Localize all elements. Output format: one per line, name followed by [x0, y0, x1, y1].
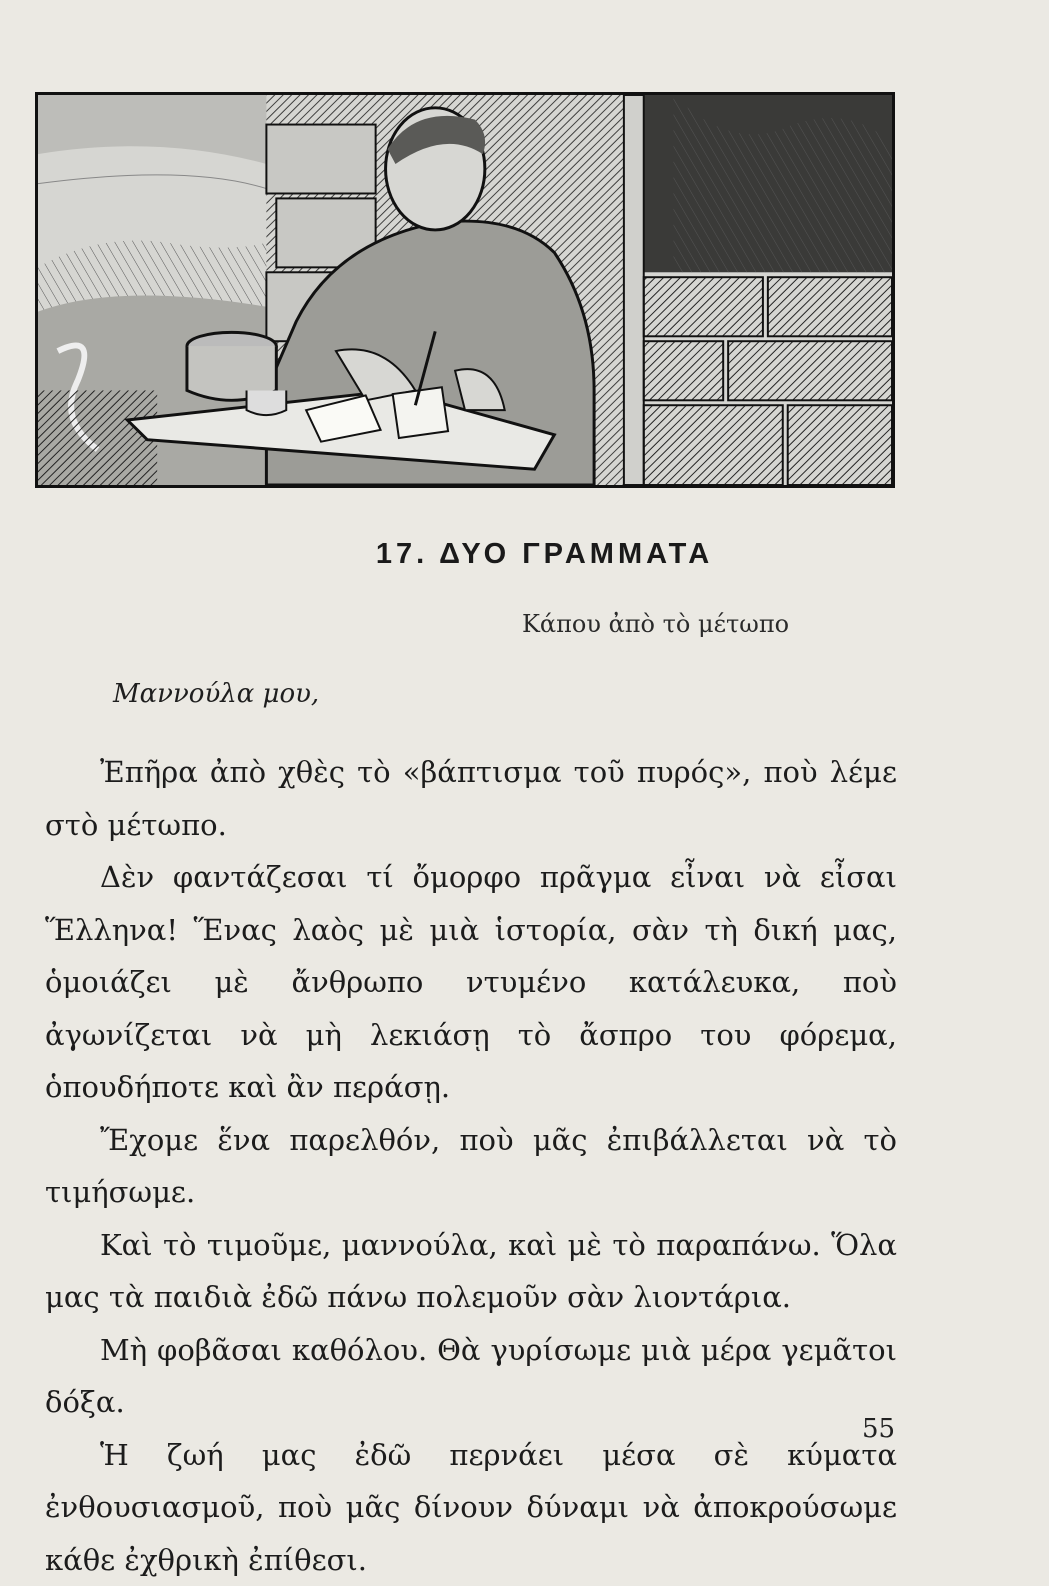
soldier-writing-letter-illustration — [35, 92, 895, 488]
paragraph: Καὶ τὸ τιμοῦμε, μαννούλα, καὶ μὲ τὸ παραπάνω. Ὅλα μας τὰ παιδιὰ ἐδῶ πάνω πολεμοῦν σὰν λιοντάρια. — [45, 1219, 897, 1324]
letter-location: Κάπου ἀπὸ τὸ μέτωπο — [522, 610, 789, 638]
paragraph: Ἡ ζωή μας ἐδῶ περνάει μέσα σὲ κύματα ἐνθουσιασμοῦ, ποὺ μᾶς δίνουν δύναμι νὰ ἀποκρούσωμε κάθε ἐχθρικὴ ἐπίθεσι. — [45, 1429, 897, 1586]
paragraph: Δὲν φαντάζεσαι τί ὄμορφο πρᾶγμα εἶναι νὰ εἶσαι Ἕλληνα! Ἕνας λαὸς μὲ μιὰ ἱστορία, σὰν τὴ δική μας, ὁμοιάζει μὲ ἄνθρωπο ντυμένο κατάλευκα, ποὺ ἀγωνίζεται νὰ μὴ λεκιάσῃ τὸ ἄσπρο του φόρεμα, ὁπουδήποτε καὶ ἂν περάσῃ. — [45, 851, 897, 1114]
page-number: 55 — [862, 1414, 895, 1444]
paragraph: Ἐπῆρα ἀπὸ χθὲς τὸ «βάπτισμα τοῦ πυρός», ποὺ λέμε στὸ μέτωπο. — [45, 746, 897, 851]
letter-body — [45, 746, 897, 1586]
chapter-title: 17. ΔΥΟ ΓΡΑΜΜΑΤΑ — [0, 538, 1049, 571]
letter-salutation: Μαννούλα μου, — [113, 679, 319, 709]
paragraph: Μὴ φοβᾶσαι καθόλου. Θὰ γυρίσωμε μιὰ μέρα γεμᾶτοι δόξα. — [45, 1324, 897, 1429]
paragraph: Ἔχομε ἕνα παρελθόν, ποὺ μᾶς ἐπιβάλλεται νὰ τὸ τιμήσωμε. — [45, 1114, 897, 1219]
illustration-drawing — [38, 95, 892, 485]
